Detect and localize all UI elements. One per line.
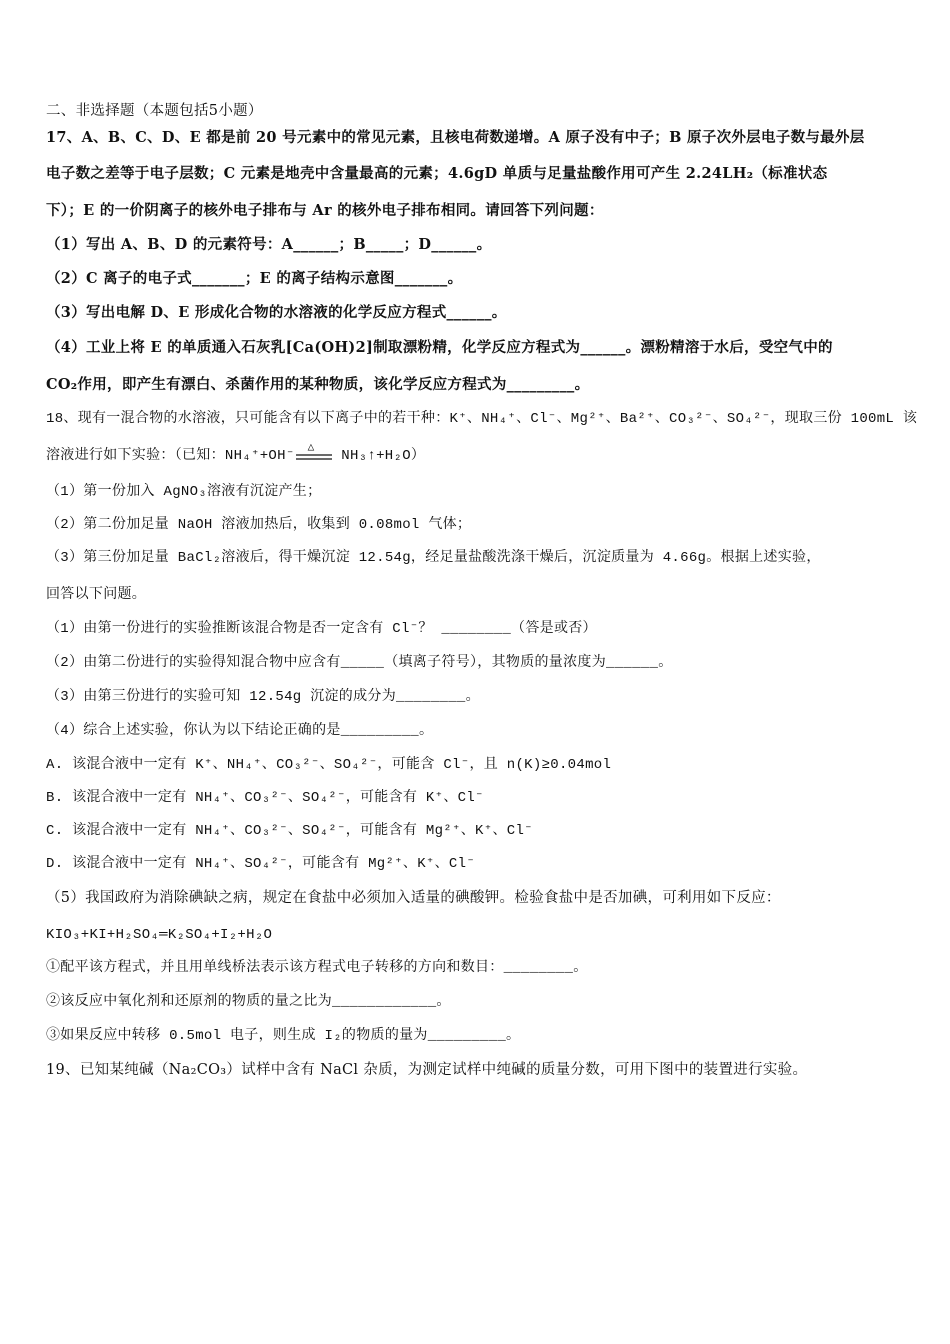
- q18-option-c: C. 该混合液中一定有 NH₄⁺、CO₃²⁻、SO₄²⁻，可能含有 Mg²⁺、K⁺、Cl⁻: [46, 823, 533, 839]
- q18-option-a: A. 该混合液中一定有 K⁺、NH₄⁺、CO₃²⁻、SO₄²⁻，可能含 Cl⁻，且 n(K)≥0.04mol: [46, 757, 612, 773]
- q18-sub-4: （4）综合上述实验，你认为以下结论正确的是_________。: [46, 723, 434, 739]
- q17-part-4b: CO₂作用，即产生有漂白、杀菌作用的某种物质，该化学反应方程式为_________。: [46, 376, 590, 393]
- q18-circle-3: ③如果反应中转移 0.5mol 电子，则生成 I₂的物质的量为_________。: [46, 1028, 521, 1044]
- q17-part-2: （2）C 离子的电子式_______；E 的离子结构示意图_______。: [46, 270, 463, 287]
- q18-sub-3: （3）由第三份进行的实验可知 12.54g 沉淀的成分为________。: [46, 689, 480, 705]
- q18-sub-5: （5）我国政府为消除碘缺之病，规定在食盐中必须加入适量的碘酸钾。检验食盐中是否加碘，可利用如下反应：: [46, 890, 781, 906]
- q17-part-3: （3）写出电解 D、E 形成化合物的水溶液的化学反应方程式______。: [46, 304, 507, 321]
- q18-circle-2: ②该反应中氧化剂和还原剂的物质的量之比为____________。: [46, 994, 451, 1010]
- q18-exp-3a: （3）第三份加足量 BaCl₂溶液后，得干燥沉淀 12.54g，经足量盐酸洗涤干燥后，沉淀质量为 4.66g。根据上述实验，: [46, 550, 821, 566]
- q17-part-1: （1）写出 A、B、D 的元素符号：A______；B_____；D______。: [46, 236, 492, 253]
- heat-symbol: △: [307, 442, 315, 455]
- section-title: 二、非选择题（本题包括5小题）: [46, 103, 263, 119]
- q18-sub-2: （2）由第二份进行的实验得知混合物中应含有_____（填离子符号），其物质的量浓度为______。: [46, 655, 673, 671]
- q18-line-2-pre: 溶液进行如下实验：（已知：NH₄⁺+OH⁻: [46, 448, 295, 464]
- q18-option-b: B. 该混合液中一定有 NH₄⁺、CO₃²⁻、SO₄²⁻，可能含有 K⁺、Cl⁻: [46, 790, 484, 806]
- q18-exp-3b: 回答以下问题。: [46, 587, 147, 603]
- q18-equation: KIO₃+KI+H₂SO₄═K₂SO₄+I₂+H₂O: [46, 927, 273, 943]
- q18-exp-2: （2）第二份加足量 NaOH 溶液加热后，收集到 0.08mol 气体；: [46, 517, 472, 533]
- reaction-condition: [295, 442, 333, 463]
- q18-line-2-post: NH₃↑+H₂O）: [332, 448, 426, 464]
- equals-arrow-icon: [295, 453, 333, 461]
- q18-option-d: D. 该混合液中一定有 NH₄⁺、SO₄²⁻，可能含有 Mg²⁺、K⁺、Cl⁻: [46, 856, 476, 872]
- q17-line-1: 17、A、B、C、D、E 都是前 20 号元素中的常见元素，且核电荷数递增。A 原子没有中子；B 原子次外层电子数与最外层: [46, 129, 865, 146]
- q17-line-3: 下）；E 的一价阴离子的核外电子排布与 Ar 的核外电子排布相同。请回答下列问题：: [46, 202, 604, 219]
- q18-exp-1: （1）第一份加入 AgNO₃溶液有沉淀产生；: [46, 484, 322, 500]
- q18-sub-1: （1）由第一份进行的实验推断该混合物是否一定含有 Cl⁻？ ________（答是或否）: [46, 621, 597, 637]
- q18-circle-1: ①配平该方程式，并且用单线桥法表示该方程式电子转移的方向和数目：________。: [46, 960, 588, 976]
- q17-line-2: 电子数之差等于电子层数；C 元素是地壳中含量最高的元素；4.6gD 单质与足量盐酸作用可产生 2.24LH₂（标准状态: [46, 165, 828, 182]
- q17-part-4a: （4）工业上将 E 的单质通入石灰乳[Ca(OH)2]制取漂粉精，化学反应方程式为______。漂粉精溶于水后，受空气中的: [46, 339, 833, 356]
- q18-line-2: [46, 442, 426, 466]
- q18-line-1: 18、现有一混合物的水溶液，只可能含有以下离子中的若干种：K⁺、NH₄⁺、Cl⁻、Mg²⁺、Ba²⁺、CO₃²⁻、SO₄²⁻，现取三份 100mL 该: [46, 411, 918, 427]
- q19-line-1: 19、已知某纯碱（Na₂CO₃）试样中含有 NaCl 杂质，为测定试样中纯碱的质量分数，可用下图中的装置进行实验。: [46, 1062, 808, 1078]
